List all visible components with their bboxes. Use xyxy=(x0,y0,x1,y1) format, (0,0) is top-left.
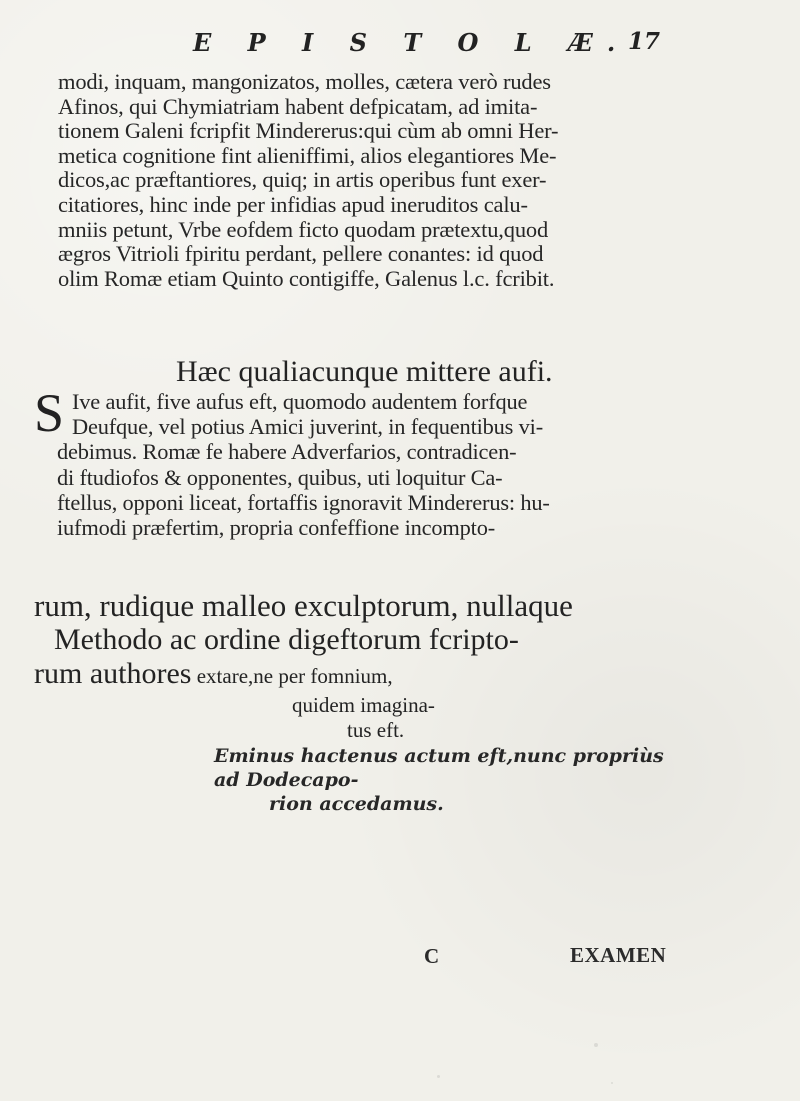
body-line-4: metica cognitione fint alieniffimi, alios elegantiores Me- xyxy=(58,143,557,168)
paper-speck xyxy=(611,1082,613,1084)
section-heading: Hæc qualiacunque mittere aufi. xyxy=(176,355,553,388)
running-head: E P I S T O L Æ. xyxy=(193,28,630,57)
emphasis-line-5: tus eft. xyxy=(347,718,405,742)
body-line-8: ægros Vitrioli fpiritu perdant, pellere conantes: id quod xyxy=(58,242,544,267)
emphasis-line-3-large: rum authores xyxy=(34,657,192,690)
paper-speck xyxy=(594,1043,598,1047)
section-line-5: ftellus, opponi liceat, fortaffis ignoravit Mindererus: hu- xyxy=(57,489,550,515)
note-line-2: rion accedamus. xyxy=(269,793,444,815)
note-line-1: Eminus hactenus actum eft,nunc propriùs ad Dodecapo- xyxy=(214,745,664,791)
body-line-7: mniis petunt, Vrbe eofdem ficto quodam prætextu,quod xyxy=(58,217,549,242)
page-number: 17 xyxy=(628,28,661,55)
signature-mark: C xyxy=(424,944,440,968)
paper-speck xyxy=(437,1075,440,1078)
second-paragraph-lines xyxy=(57,389,683,540)
body-line-3: tionem Galeni fcripfit Mindererus:qui cùm ab omni Her- xyxy=(58,119,559,144)
body-line-1: modi, inquam, mangonizatos, molles, cætera verò rudes xyxy=(58,70,551,94)
emphasis-line-4: quidem imagina- xyxy=(292,693,435,717)
catchword: EXAMEN xyxy=(570,943,667,967)
second-paragraph xyxy=(34,383,684,541)
opening-paragraph xyxy=(58,70,668,291)
emphasis-line-3 xyxy=(34,657,694,693)
body-line-9: olim Romæ etiam Quinto contigiffe, Galenus l.c. fcribit. xyxy=(58,266,555,291)
drop-cap: S xyxy=(34,383,65,443)
section-line-4: di ftudiofos & opponentes, quibus, uti loquitur Ca- xyxy=(57,464,503,490)
section-line-6: iufmodi præfertim, propria confeffione incompto- xyxy=(57,515,496,541)
emphasized-text-block xyxy=(34,589,694,743)
section-line-3: debimus. Romæ fe habere Adverfarios, contradicen- xyxy=(57,439,517,465)
section-line-2: Deufque, vel potius Amici juverint, in fequentibus vi- xyxy=(72,414,543,440)
body-line-5: dicos,ac præftantiores, quiq; in artis operibus funt exer- xyxy=(58,168,547,193)
emphasis-line-2: Methodo ac ordine digeftorum fcripto- xyxy=(54,623,519,656)
body-line-6: citatiores, hinc inde per infidias apud ineruditos calu- xyxy=(58,192,528,217)
emphasis-line-1: rum, rudique malleo exculptorum, nullaque xyxy=(34,588,573,623)
body-line-2: Afinos, qui Chymiatriam habent defpicatam, ad imita- xyxy=(58,94,538,119)
emphasis-line-3-small: extare,ne per fomnium, xyxy=(191,664,393,688)
italic-transition-note xyxy=(214,744,674,816)
page-header xyxy=(0,20,800,68)
section-line-1: Ive aufit, five aufus eft, quomodo audentem forfque xyxy=(72,389,528,414)
